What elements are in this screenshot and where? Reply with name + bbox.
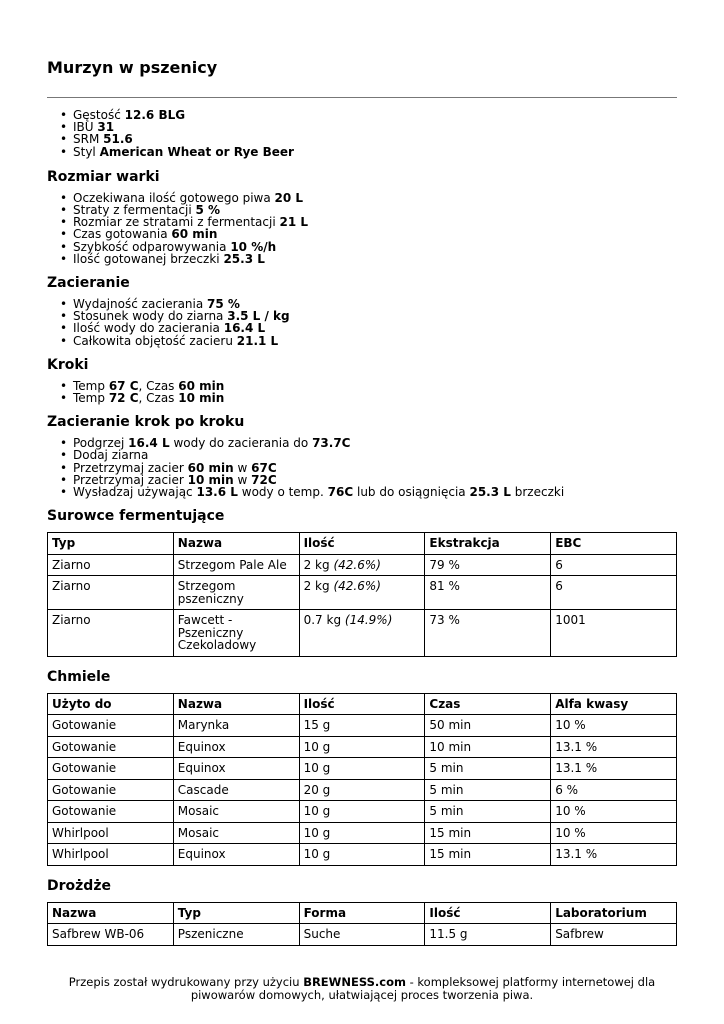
table-cell: 2 kg (42.6%) xyxy=(299,576,425,610)
table-cell: Equinox xyxy=(173,736,299,758)
table-cell: 11.5 g xyxy=(425,924,551,946)
section-heading-steps: Kroki xyxy=(47,356,89,373)
table-cell: Gotowanie xyxy=(48,758,174,780)
column-header: Użyto do xyxy=(48,693,174,715)
column-header: Nazwa xyxy=(173,533,299,555)
table-cell: 81 % xyxy=(425,576,551,610)
table-row xyxy=(48,758,677,780)
section-heading-batch: Rozmiar warki xyxy=(47,168,160,185)
table-cell: 6 % xyxy=(551,779,677,801)
table-row xyxy=(48,736,677,758)
table-cell: 13.1 % xyxy=(551,736,677,758)
column-header: Ilość xyxy=(299,533,425,555)
table-cell: Marynka xyxy=(173,715,299,737)
table-cell: Equinox xyxy=(173,758,299,780)
table-cell: Mosaic xyxy=(173,801,299,823)
list-item: • Straty z fermentacji 5 % xyxy=(73,204,677,216)
table-cell: 13.1 % xyxy=(551,758,677,780)
table-cell: 0.7 kg (14.9%) xyxy=(299,610,425,657)
table-cell: Fawcett - Pszeniczny Czekoladowy xyxy=(173,610,299,657)
list-item: • Temp 72 C, Czas 10 min xyxy=(73,392,677,404)
table-cell: Cascade xyxy=(173,779,299,801)
list-item: • SRM 51.6 xyxy=(73,133,677,145)
list-item: • Podgrzej 16.4 L wody do zacierania do 73.7C xyxy=(73,437,677,449)
list-item: • Dodaj ziarna xyxy=(73,449,677,461)
column-header: Alfa kwasy xyxy=(551,693,677,715)
list-item: • Gęstość 12.6 BLG xyxy=(73,109,677,121)
table-cell: 5 min xyxy=(425,779,551,801)
list-item: • IBU 31 xyxy=(73,121,677,133)
table-row xyxy=(48,801,677,823)
table-cell: Ziarno xyxy=(48,576,174,610)
table-cell: Safbrew xyxy=(551,924,677,946)
list-item: • Ilość gotowanej brzeczki 25.3 L xyxy=(73,253,677,265)
column-header: Nazwa xyxy=(48,902,174,924)
list-item: • Ilość wody do zacierania 16.4 L xyxy=(73,322,677,334)
column-header: Laboratorium xyxy=(551,902,677,924)
list-item: • Styl American Wheat or Rye Beer xyxy=(73,146,677,158)
table-header-row xyxy=(48,533,677,555)
table-cell: Gotowanie xyxy=(48,736,174,758)
table-cell: Whirlpool xyxy=(48,822,174,844)
list-item: • Przetrzymaj zacier 10 min w 72C xyxy=(73,474,677,486)
table-cell: 6 xyxy=(551,554,677,576)
table-cell: Whirlpool xyxy=(48,844,174,866)
column-header: Typ xyxy=(173,902,299,924)
table-row xyxy=(48,779,677,801)
recipe-title: Murzyn w pszenicy xyxy=(47,58,218,77)
table-row xyxy=(48,554,677,576)
table-cell: Ziarno xyxy=(48,554,174,576)
stats-list xyxy=(47,109,677,158)
section-heading-mash: Zacieranie xyxy=(47,275,130,292)
table-cell: 10 % xyxy=(551,822,677,844)
list-item: • Wydajność zacierania 75 % xyxy=(73,298,677,310)
column-header: Typ xyxy=(48,533,174,555)
batch-list xyxy=(47,192,677,265)
section-heading-yeast: Drożdże xyxy=(47,877,111,894)
table-cell: Gotowanie xyxy=(48,801,174,823)
column-header: Czas xyxy=(425,693,551,715)
table-cell: 6 xyxy=(551,576,677,610)
table-cell: Suche xyxy=(299,924,425,946)
hops-table xyxy=(47,693,677,866)
title-divider xyxy=(47,97,677,98)
section-heading-step-by-step: Zacieranie krok po kroku xyxy=(47,414,245,431)
table-cell: 15 min xyxy=(425,822,551,844)
print-footer: Przepis został wydrukowany przy użyciu BREWNESS.com - kompleksowej platformy internetowej dla piwowarów domowych, ułatwiającej proces tworzenia piwa. xyxy=(68,975,656,1002)
table-cell: Equinox xyxy=(173,844,299,866)
table-row xyxy=(48,576,677,610)
column-header: Nazwa xyxy=(173,693,299,715)
recipe-content xyxy=(47,109,677,946)
steps-list xyxy=(47,380,677,404)
table-header-row xyxy=(48,693,677,715)
table-cell: 2 kg (42.6%) xyxy=(299,554,425,576)
table-cell: Mosaic xyxy=(173,822,299,844)
table-cell: 10 g xyxy=(299,736,425,758)
table-cell: 1001 xyxy=(551,610,677,657)
column-header: Ekstrakcja xyxy=(425,533,551,555)
mash-list xyxy=(47,298,677,347)
table-row xyxy=(48,924,677,946)
table-cell: 10 % xyxy=(551,801,677,823)
list-item: • Czas gotowania 60 min xyxy=(73,228,677,240)
table-cell: 10 g xyxy=(299,844,425,866)
table-cell: 15 min xyxy=(425,844,551,866)
table-cell: 13.1 % xyxy=(551,844,677,866)
table-cell: Pszeniczne xyxy=(173,924,299,946)
list-item: • Całkowita objętość zacieru 21.1 L xyxy=(73,335,677,347)
table-cell: Gotowanie xyxy=(48,715,174,737)
table-cell: 50 min xyxy=(425,715,551,737)
table-row xyxy=(48,610,677,657)
table-cell: 10 g xyxy=(299,758,425,780)
step-by-step-list xyxy=(47,437,677,498)
list-item: • Stosunek wody do ziarna 3.5 L / kg xyxy=(73,310,677,322)
table-cell: 20 g xyxy=(299,779,425,801)
fermentables-table xyxy=(47,532,677,657)
table-cell: 73 % xyxy=(425,610,551,657)
table-cell: Safbrew WB-06 xyxy=(48,924,174,946)
column-header: Forma xyxy=(299,902,425,924)
table-cell: 10 min xyxy=(425,736,551,758)
section-heading-fermentables: Surowce fermentujące xyxy=(47,508,225,525)
list-item: • Wysładzaj używając 13.6 L wody o temp. 76C lub do osiągnięcia 25.3 L brzeczki xyxy=(73,486,677,498)
column-header: Ilość xyxy=(299,693,425,715)
table-cell: Ziarno xyxy=(48,610,174,657)
list-item: • Temp 67 C, Czas 60 min xyxy=(73,380,677,392)
table-cell: Gotowanie xyxy=(48,779,174,801)
table-cell: Strzegom Pale Ale xyxy=(173,554,299,576)
list-item: • Oczekiwana ilość gotowego piwa 20 L xyxy=(73,192,677,204)
table-row xyxy=(48,715,677,737)
table-cell: Strzegom pszeniczny xyxy=(173,576,299,610)
table-cell: 5 min xyxy=(425,758,551,780)
table-header-row xyxy=(48,902,677,924)
table-cell: 10 g xyxy=(299,822,425,844)
list-item: • Rozmiar ze stratami z fermentacji 21 L xyxy=(73,216,677,228)
list-item: • Szybkość odparowywania 10 %/h xyxy=(73,241,677,253)
table-row xyxy=(48,844,677,866)
yeast-table xyxy=(47,902,677,946)
table-cell: 10 g xyxy=(299,801,425,823)
table-cell: 10 % xyxy=(551,715,677,737)
column-header: Ilość xyxy=(425,902,551,924)
column-header: EBC xyxy=(551,533,677,555)
table-row xyxy=(48,822,677,844)
section-heading-hops: Chmiele xyxy=(47,668,111,685)
table-cell: 5 min xyxy=(425,801,551,823)
table-cell: 79 % xyxy=(425,554,551,576)
list-item: • Przetrzymaj zacier 60 min w 67C xyxy=(73,462,677,474)
brand-link[interactable]: BREWNESS.com xyxy=(303,975,406,989)
table-cell: 15 g xyxy=(299,715,425,737)
